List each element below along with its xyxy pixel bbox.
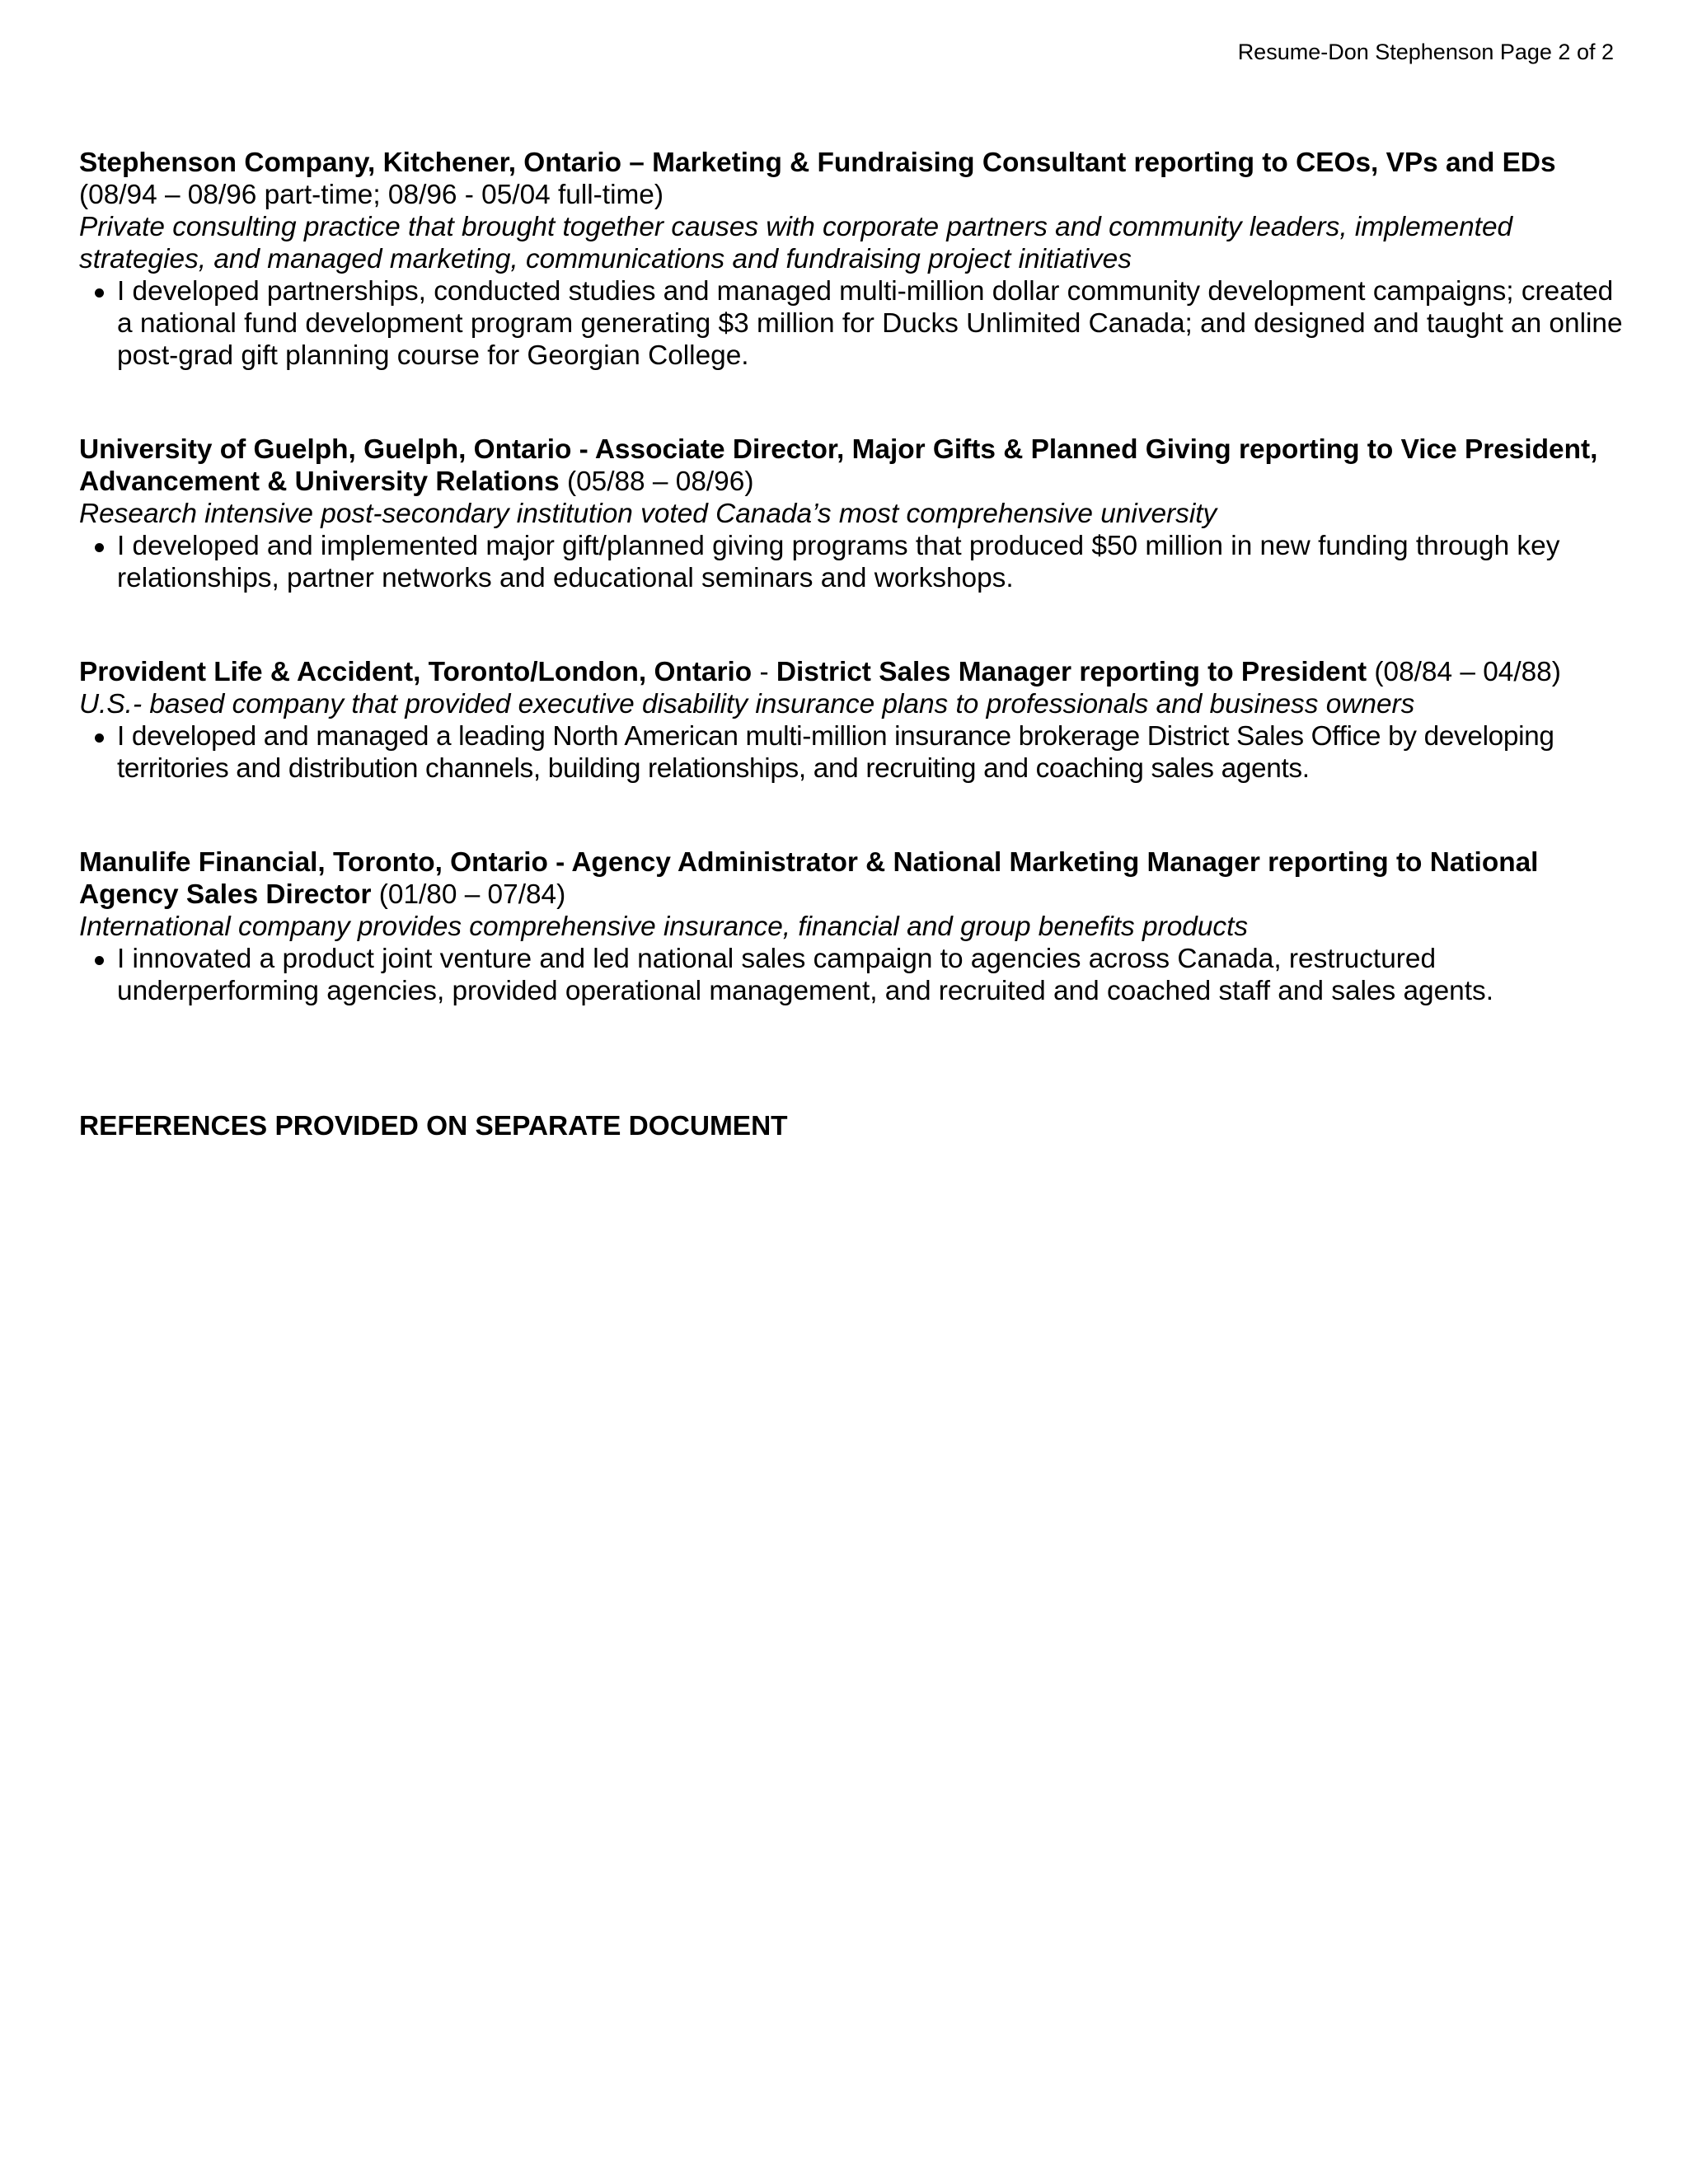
entry-heading bbox=[79, 846, 1629, 911]
bullet-icon bbox=[95, 956, 104, 965]
bullet-icon bbox=[95, 733, 104, 743]
bullet-text: I innovated a product joint venture and led national sales campaign to agencies across Canada, restructured underperforming agencies, provided operational management, and recruited and coached staff and sales agents. bbox=[117, 944, 1494, 1006]
resume-experience-section bbox=[79, 147, 1629, 1007]
entry-description: International company provides comprehensive insurance, financial and group benefits products bbox=[79, 912, 1249, 942]
entry-org-title: Provident Life & Accident, Toronto/London, Ontario bbox=[79, 657, 753, 687]
entry-bullets bbox=[79, 275, 1629, 372]
entry-bullets bbox=[79, 530, 1629, 594]
list-item bbox=[79, 943, 1629, 1007]
experience-entry-stephenson bbox=[79, 147, 1629, 372]
entry-heading bbox=[79, 434, 1629, 498]
entry-heading bbox=[79, 147, 1629, 179]
bullet-text: I developed and implemented major gift/planned giving programs that produced $50 million in new funding through key relationships, partner networks and educational seminars and workshops. bbox=[117, 531, 1560, 593]
list-item bbox=[79, 720, 1629, 785]
entry-dates: (08/94 – 08/96 part-time; 08/96 - 05/04 full-time) bbox=[79, 180, 663, 210]
entry-dates: (01/80 – 07/84) bbox=[378, 879, 566, 910]
entry-org-title: University of Guelph, Guelph, Ontario - Associate Director, Major Gifts & Planned Giving reporting to Vice President, Advancement & University Relations bbox=[79, 434, 1598, 497]
entry-bullets bbox=[79, 943, 1629, 1007]
entry-heading bbox=[79, 656, 1629, 688]
entry-org-title: Manulife Financial, Toronto, Ontario - Agency Administrator & National Marketing Manager reporting to National Agency Sales Director bbox=[79, 847, 1539, 910]
experience-entry-provident bbox=[79, 656, 1629, 785]
bullet-icon bbox=[95, 543, 104, 552]
entry-description: Research intensive post-secondary institution voted Canada’s most comprehensive university bbox=[79, 499, 1217, 529]
bullet-text: I developed and managed a leading North American multi-million insurance brokerage District Sales Office by developing territories and distribution channels, building relationships, and recruiting and coaching sales agents. bbox=[117, 721, 1554, 784]
bullet-icon bbox=[95, 288, 104, 298]
entry-org-title: Stephenson Company, Kitchener, Ontario – Marketing & Fundraising Consultant reporting to CEOs, VPs and EDs bbox=[79, 148, 1556, 178]
experience-entry-manulife bbox=[79, 846, 1629, 1007]
running-header: Resume-Don Stephenson Page 2 of 2 bbox=[1237, 40, 1614, 64]
entry-bullets bbox=[79, 720, 1629, 785]
list-item bbox=[79, 275, 1629, 372]
entry-role-title: District Sales Manager reporting to President bbox=[776, 657, 1367, 687]
entry-dates: (08/84 – 04/88) bbox=[1374, 657, 1561, 687]
entry-description: Private consulting practice that brought together causes with corporate partners and community leaders, implemented strategies, and managed marketing, communications and fundraising project initiatives bbox=[79, 212, 1513, 274]
list-item bbox=[79, 530, 1629, 594]
entry-dates: (05/88 – 08/96) bbox=[566, 466, 754, 497]
references-note: REFERENCES PROVIDED ON SEPARATE DOCUMENT bbox=[79, 1111, 788, 1141]
experience-entry-guelph bbox=[79, 434, 1629, 594]
entry-separator: - bbox=[759, 657, 769, 687]
entry-description: U.S.- based company that provided executive disability insurance plans to professionals and business owners bbox=[79, 689, 1415, 719]
bullet-text: I developed partnerships, conducted studies and managed multi-million dollar community development campaigns; created a national fund development program generating $3 million for Ducks Unlimited Canada; and designed and taught an online post-grad gift planning course for Georgian College. bbox=[117, 276, 1623, 371]
